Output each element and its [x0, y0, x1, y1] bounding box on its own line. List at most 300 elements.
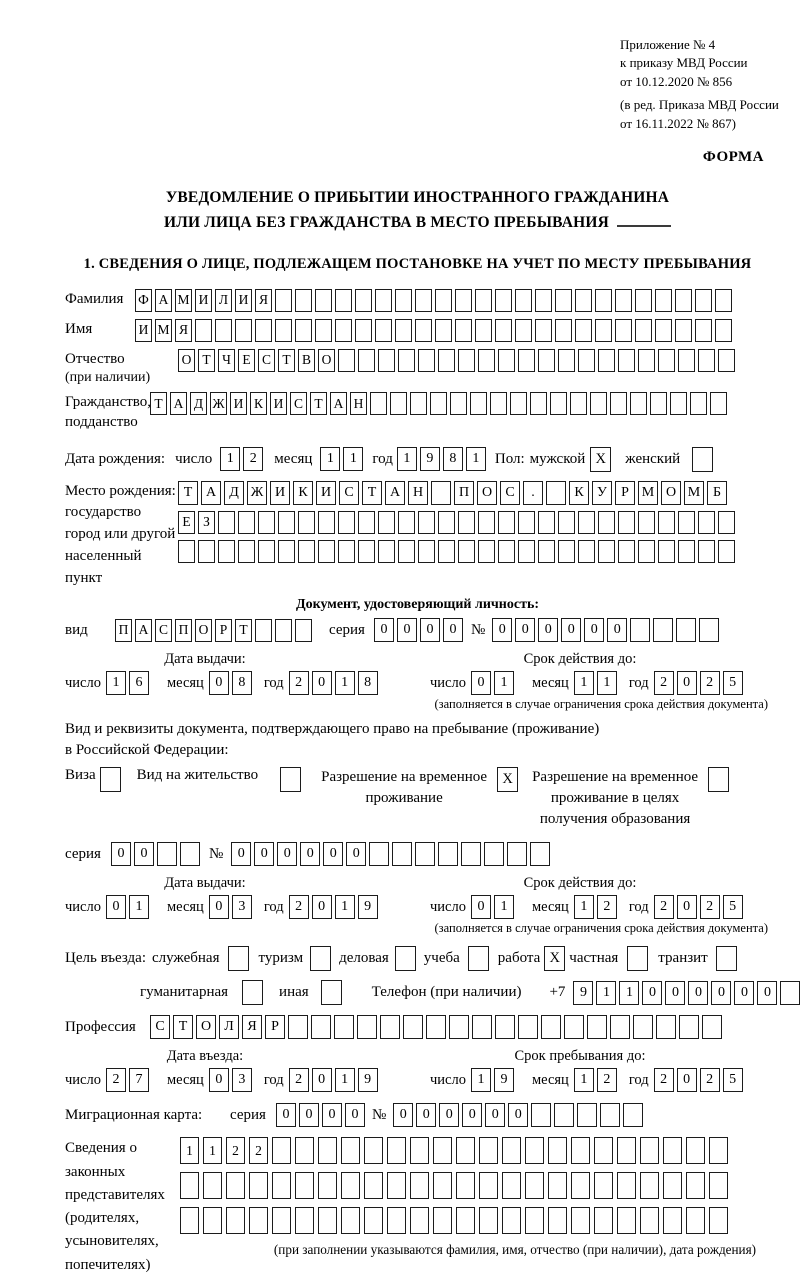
- char-cell[interactable]: [698, 511, 715, 534]
- char-cell[interactable]: [341, 1172, 360, 1199]
- char-cell[interactable]: [548, 1137, 567, 1164]
- char-cell[interactable]: 0: [420, 618, 440, 642]
- char-cell[interactable]: [364, 1172, 383, 1199]
- char-cell[interactable]: М: [638, 481, 658, 505]
- char-cell[interactable]: [498, 349, 515, 372]
- char-cell[interactable]: [518, 349, 535, 372]
- char-cell[interactable]: [415, 842, 435, 866]
- char-cell[interactable]: У: [592, 481, 612, 505]
- char-cell[interactable]: [630, 392, 647, 415]
- char-cell[interactable]: [535, 319, 552, 342]
- char-cell[interactable]: 5: [723, 671, 743, 695]
- char-cell[interactable]: [623, 1103, 643, 1127]
- temp-residence-education-checkbox[interactable]: [708, 767, 729, 792]
- char-cell[interactable]: А: [330, 392, 347, 415]
- char-cell[interactable]: [679, 1015, 699, 1039]
- char-cell[interactable]: А: [155, 289, 172, 312]
- char-cell[interactable]: [341, 1137, 360, 1164]
- char-cell[interactable]: [398, 349, 415, 372]
- char-cell[interactable]: [288, 1015, 308, 1039]
- char-cell[interactable]: [663, 1172, 682, 1199]
- char-cell[interactable]: [378, 540, 395, 563]
- char-cell[interactable]: 2: [289, 671, 309, 695]
- char-cell[interactable]: Т: [198, 349, 215, 372]
- char-cell[interactable]: [395, 289, 412, 312]
- char-cell[interactable]: [548, 1207, 567, 1234]
- char-cell[interactable]: [218, 540, 235, 563]
- char-cell[interactable]: [658, 511, 675, 534]
- char-cell[interactable]: [438, 540, 455, 563]
- char-cell[interactable]: [715, 289, 732, 312]
- char-cell[interactable]: 1: [335, 1068, 355, 1092]
- char-cell[interactable]: [640, 1207, 659, 1234]
- char-cell[interactable]: [195, 319, 212, 342]
- char-cell[interactable]: [479, 1207, 498, 1234]
- char-cell[interactable]: [338, 349, 355, 372]
- char-cell[interactable]: [640, 1137, 659, 1164]
- char-cell[interactable]: К: [250, 392, 267, 415]
- char-cell[interactable]: [433, 1137, 452, 1164]
- char-cell[interactable]: [364, 1207, 383, 1234]
- char-cell[interactable]: [635, 319, 652, 342]
- char-cell[interactable]: [435, 319, 452, 342]
- char-cell[interactable]: М: [155, 319, 172, 342]
- char-cell[interactable]: 0: [393, 1103, 413, 1127]
- char-cell[interactable]: [438, 842, 458, 866]
- char-cell[interactable]: 0: [538, 618, 558, 642]
- char-cell[interactable]: 1: [619, 981, 639, 1005]
- char-cell[interactable]: [558, 349, 575, 372]
- char-cell[interactable]: [456, 1137, 475, 1164]
- char-cell[interactable]: [295, 1172, 314, 1199]
- female-checkbox[interactable]: [692, 447, 713, 472]
- char-cell[interactable]: 2: [597, 1068, 617, 1092]
- char-cell[interactable]: [571, 1172, 590, 1199]
- char-cell[interactable]: [258, 511, 275, 534]
- char-cell[interactable]: [338, 511, 355, 534]
- char-cell[interactable]: [226, 1207, 245, 1234]
- char-cell[interactable]: [430, 392, 447, 415]
- char-cell[interactable]: [518, 1015, 538, 1039]
- char-cell[interactable]: [525, 1172, 544, 1199]
- char-cell[interactable]: [618, 349, 635, 372]
- char-cell[interactable]: 0: [345, 1103, 365, 1127]
- char-cell[interactable]: [438, 349, 455, 372]
- char-cell[interactable]: [180, 1172, 199, 1199]
- char-cell[interactable]: [617, 1137, 636, 1164]
- male-checkbox[interactable]: X: [590, 447, 611, 472]
- char-cell[interactable]: [478, 349, 495, 372]
- char-cell[interactable]: [295, 319, 312, 342]
- purpose-official-checkbox[interactable]: [228, 946, 249, 971]
- char-cell[interactable]: [670, 392, 687, 415]
- char-cell[interactable]: 0: [346, 842, 366, 866]
- char-cell[interactable]: [478, 511, 495, 534]
- char-cell[interactable]: 1: [343, 447, 363, 471]
- char-cell[interactable]: [515, 319, 532, 342]
- char-cell[interactable]: [610, 1015, 630, 1039]
- char-cell[interactable]: [203, 1207, 222, 1234]
- char-cell[interactable]: А: [135, 619, 152, 642]
- char-cell[interactable]: [375, 319, 392, 342]
- char-cell[interactable]: [675, 289, 692, 312]
- char-cell[interactable]: [479, 1172, 498, 1199]
- char-cell[interactable]: [564, 1015, 584, 1039]
- char-cell[interactable]: [578, 511, 595, 534]
- char-cell[interactable]: 0: [209, 895, 229, 919]
- char-cell[interactable]: [398, 511, 415, 534]
- char-cell[interactable]: [387, 1207, 406, 1234]
- char-cell[interactable]: [618, 540, 635, 563]
- char-cell[interactable]: [438, 511, 455, 534]
- char-cell[interactable]: [433, 1207, 452, 1234]
- char-cell[interactable]: 2: [249, 1137, 268, 1164]
- char-cell[interactable]: [531, 1103, 551, 1127]
- char-cell[interactable]: [663, 1207, 682, 1234]
- char-cell[interactable]: Е: [178, 511, 195, 534]
- char-cell[interactable]: [415, 289, 432, 312]
- char-cell[interactable]: К: [569, 481, 589, 505]
- char-cell[interactable]: [695, 289, 712, 312]
- char-cell[interactable]: 0: [471, 671, 491, 695]
- purpose-tourism-checkbox[interactable]: [310, 946, 331, 971]
- char-cell[interactable]: 2: [700, 671, 720, 695]
- char-cell[interactable]: [295, 289, 312, 312]
- char-cell[interactable]: 3: [232, 895, 252, 919]
- char-cell[interactable]: 1: [335, 671, 355, 695]
- char-cell[interactable]: З: [198, 511, 215, 534]
- char-cell[interactable]: [530, 842, 550, 866]
- char-cell[interactable]: С: [500, 481, 520, 505]
- char-cell[interactable]: [272, 1172, 291, 1199]
- char-cell[interactable]: [638, 349, 655, 372]
- purpose-business-checkbox[interactable]: [395, 946, 416, 971]
- char-cell[interactable]: 0: [322, 1103, 342, 1127]
- char-cell[interactable]: [675, 319, 692, 342]
- char-cell[interactable]: О: [661, 481, 681, 505]
- char-cell[interactable]: [538, 349, 555, 372]
- char-cell[interactable]: [571, 1207, 590, 1234]
- char-cell[interactable]: Ж: [210, 392, 227, 415]
- char-cell[interactable]: [455, 289, 472, 312]
- char-cell[interactable]: [278, 540, 295, 563]
- char-cell[interactable]: [278, 511, 295, 534]
- char-cell[interactable]: Ж: [247, 481, 267, 505]
- char-cell[interactable]: 0: [443, 618, 463, 642]
- char-cell[interactable]: [530, 392, 547, 415]
- char-cell[interactable]: [180, 1207, 199, 1234]
- char-cell[interactable]: [298, 540, 315, 563]
- char-cell[interactable]: С: [290, 392, 307, 415]
- char-cell[interactable]: 8: [443, 447, 463, 471]
- char-cell[interactable]: С: [339, 481, 359, 505]
- char-cell[interactable]: 0: [508, 1103, 528, 1127]
- char-cell[interactable]: [435, 289, 452, 312]
- char-cell[interactable]: [369, 842, 389, 866]
- char-cell[interactable]: 0: [299, 1103, 319, 1127]
- char-cell[interactable]: 2: [289, 895, 309, 919]
- char-cell[interactable]: [315, 319, 332, 342]
- char-cell[interactable]: [358, 511, 375, 534]
- char-cell[interactable]: [698, 349, 715, 372]
- char-cell[interactable]: О: [196, 1015, 216, 1039]
- char-cell[interactable]: Т: [278, 349, 295, 372]
- char-cell[interactable]: [594, 1172, 613, 1199]
- char-cell[interactable]: 1: [574, 895, 594, 919]
- char-cell[interactable]: [341, 1207, 360, 1234]
- char-cell[interactable]: 9: [420, 447, 440, 471]
- char-cell[interactable]: 0: [312, 671, 332, 695]
- purpose-work-checkbox[interactable]: X: [544, 946, 565, 971]
- char-cell[interactable]: 7: [129, 1068, 149, 1092]
- char-cell[interactable]: [655, 319, 672, 342]
- char-cell[interactable]: Н: [350, 392, 367, 415]
- char-cell[interactable]: [715, 319, 732, 342]
- char-cell[interactable]: [577, 1103, 597, 1127]
- char-cell[interactable]: 0: [607, 618, 627, 642]
- char-cell[interactable]: [238, 540, 255, 563]
- char-cell[interactable]: Д: [224, 481, 244, 505]
- char-cell[interactable]: [378, 349, 395, 372]
- char-cell[interactable]: 0: [757, 981, 777, 1005]
- char-cell[interactable]: 0: [665, 981, 685, 1005]
- char-cell[interactable]: [695, 319, 712, 342]
- char-cell[interactable]: 0: [276, 1103, 296, 1127]
- char-cell[interactable]: [418, 540, 435, 563]
- char-cell[interactable]: [555, 289, 572, 312]
- char-cell[interactable]: [475, 319, 492, 342]
- char-cell[interactable]: [598, 511, 615, 534]
- char-cell[interactable]: 0: [485, 1103, 505, 1127]
- temp-residence-checkbox[interactable]: X: [497, 767, 518, 792]
- char-cell[interactable]: 0: [642, 981, 662, 1005]
- char-cell[interactable]: [678, 511, 695, 534]
- char-cell[interactable]: 0: [416, 1103, 436, 1127]
- char-cell[interactable]: 8: [232, 671, 252, 695]
- char-cell[interactable]: [618, 511, 635, 534]
- char-cell[interactable]: [484, 842, 504, 866]
- char-cell[interactable]: 0: [111, 842, 131, 866]
- char-cell[interactable]: [295, 1137, 314, 1164]
- char-cell[interactable]: 1: [180, 1137, 199, 1164]
- char-cell[interactable]: И: [270, 481, 290, 505]
- char-cell[interactable]: [702, 1015, 722, 1039]
- char-cell[interactable]: 1: [471, 1068, 491, 1092]
- char-cell[interactable]: [470, 392, 487, 415]
- char-cell[interactable]: [157, 842, 177, 866]
- char-cell[interactable]: П: [115, 619, 132, 642]
- char-cell[interactable]: П: [175, 619, 192, 642]
- char-cell[interactable]: [238, 511, 255, 534]
- visa-checkbox[interactable]: [100, 767, 121, 792]
- char-cell[interactable]: 0: [231, 842, 251, 866]
- char-cell[interactable]: О: [178, 349, 195, 372]
- char-cell[interactable]: 2: [700, 1068, 720, 1092]
- char-cell[interactable]: [515, 289, 532, 312]
- char-cell[interactable]: [275, 619, 292, 642]
- char-cell[interactable]: [571, 1137, 590, 1164]
- char-cell[interactable]: 3: [232, 1068, 252, 1092]
- char-cell[interactable]: [498, 540, 515, 563]
- char-cell[interactable]: 0: [209, 1068, 229, 1092]
- char-cell[interactable]: [249, 1172, 268, 1199]
- char-cell[interactable]: Т: [310, 392, 327, 415]
- char-cell[interactable]: Я: [175, 319, 192, 342]
- char-cell[interactable]: [630, 618, 650, 642]
- char-cell[interactable]: [226, 1172, 245, 1199]
- char-cell[interactable]: [495, 1015, 515, 1039]
- char-cell[interactable]: 1: [597, 671, 617, 695]
- char-cell[interactable]: [578, 540, 595, 563]
- char-cell[interactable]: [633, 1015, 653, 1039]
- char-cell[interactable]: [699, 618, 719, 642]
- char-cell[interactable]: [525, 1137, 544, 1164]
- char-cell[interactable]: [709, 1137, 728, 1164]
- char-cell[interactable]: [315, 289, 332, 312]
- char-cell[interactable]: [275, 289, 292, 312]
- char-cell[interactable]: [449, 1015, 469, 1039]
- char-cell[interactable]: Я: [242, 1015, 262, 1039]
- char-cell[interactable]: 0: [734, 981, 754, 1005]
- char-cell[interactable]: [338, 540, 355, 563]
- char-cell[interactable]: [615, 319, 632, 342]
- char-cell[interactable]: Д: [190, 392, 207, 415]
- char-cell[interactable]: И: [135, 319, 152, 342]
- char-cell[interactable]: [656, 1015, 676, 1039]
- char-cell[interactable]: [650, 392, 667, 415]
- char-cell[interactable]: 1: [220, 447, 240, 471]
- char-cell[interactable]: 0: [300, 842, 320, 866]
- char-cell[interactable]: [426, 1015, 446, 1039]
- char-cell[interactable]: [311, 1015, 331, 1039]
- char-cell[interactable]: [387, 1137, 406, 1164]
- char-cell[interactable]: 1: [574, 671, 594, 695]
- char-cell[interactable]: [658, 540, 675, 563]
- char-cell[interactable]: 1: [494, 895, 514, 919]
- char-cell[interactable]: О: [195, 619, 212, 642]
- char-cell[interactable]: 1: [106, 671, 126, 695]
- char-cell[interactable]: С: [150, 1015, 170, 1039]
- char-cell[interactable]: Б: [707, 481, 727, 505]
- char-cell[interactable]: [403, 1015, 423, 1039]
- char-cell[interactable]: 2: [654, 671, 674, 695]
- char-cell[interactable]: 1: [494, 671, 514, 695]
- char-cell[interactable]: [600, 1103, 620, 1127]
- char-cell[interactable]: Т: [150, 392, 167, 415]
- char-cell[interactable]: [780, 981, 800, 1005]
- char-cell[interactable]: Р: [215, 619, 232, 642]
- char-cell[interactable]: [663, 1137, 682, 1164]
- char-cell[interactable]: [472, 1015, 492, 1039]
- char-cell[interactable]: 2: [654, 1068, 674, 1092]
- char-cell[interactable]: Т: [173, 1015, 193, 1039]
- char-cell[interactable]: [258, 540, 275, 563]
- char-cell[interactable]: 5: [723, 895, 743, 919]
- char-cell[interactable]: О: [477, 481, 497, 505]
- char-cell[interactable]: [298, 511, 315, 534]
- char-cell[interactable]: 1: [596, 981, 616, 1005]
- char-cell[interactable]: 1: [203, 1137, 222, 1164]
- char-cell[interactable]: О: [318, 349, 335, 372]
- char-cell[interactable]: Л: [219, 1015, 239, 1039]
- char-cell[interactable]: [458, 511, 475, 534]
- char-cell[interactable]: [450, 392, 467, 415]
- char-cell[interactable]: 0: [277, 842, 297, 866]
- purpose-study-checkbox[interactable]: [468, 946, 489, 971]
- char-cell[interactable]: [255, 319, 272, 342]
- char-cell[interactable]: [595, 289, 612, 312]
- char-cell[interactable]: 0: [312, 1068, 332, 1092]
- char-cell[interactable]: 0: [584, 618, 604, 642]
- char-cell[interactable]: [433, 1172, 452, 1199]
- char-cell[interactable]: [390, 392, 407, 415]
- char-cell[interactable]: [318, 540, 335, 563]
- char-cell[interactable]: [334, 1015, 354, 1039]
- char-cell[interactable]: 0: [492, 618, 512, 642]
- char-cell[interactable]: [709, 1172, 728, 1199]
- char-cell[interactable]: [558, 511, 575, 534]
- char-cell[interactable]: [358, 540, 375, 563]
- char-cell[interactable]: 0: [561, 618, 581, 642]
- char-cell[interactable]: [635, 289, 652, 312]
- char-cell[interactable]: [594, 1137, 613, 1164]
- char-cell[interactable]: 0: [515, 618, 535, 642]
- purpose-transit-checkbox[interactable]: [716, 946, 737, 971]
- char-cell[interactable]: [180, 842, 200, 866]
- char-cell[interactable]: М: [684, 481, 704, 505]
- char-cell[interactable]: [502, 1172, 521, 1199]
- char-cell[interactable]: И: [230, 392, 247, 415]
- char-cell[interactable]: [478, 540, 495, 563]
- char-cell[interactable]: 1: [397, 447, 417, 471]
- char-cell[interactable]: [178, 540, 195, 563]
- char-cell[interactable]: 0: [312, 895, 332, 919]
- char-cell[interactable]: [198, 540, 215, 563]
- char-cell[interactable]: Я: [255, 289, 272, 312]
- char-cell[interactable]: [335, 289, 352, 312]
- char-cell[interactable]: [718, 349, 735, 372]
- char-cell[interactable]: [541, 1015, 561, 1039]
- char-cell[interactable]: И: [316, 481, 336, 505]
- char-cell[interactable]: [653, 618, 673, 642]
- char-cell[interactable]: [410, 1172, 429, 1199]
- char-cell[interactable]: [558, 540, 575, 563]
- char-cell[interactable]: [418, 511, 435, 534]
- char-cell[interactable]: [495, 319, 512, 342]
- char-cell[interactable]: 0: [397, 618, 417, 642]
- char-cell[interactable]: [255, 619, 272, 642]
- char-cell[interactable]: 0: [688, 981, 708, 1005]
- char-cell[interactable]: 2: [700, 895, 720, 919]
- char-cell[interactable]: [510, 392, 527, 415]
- char-cell[interactable]: 0: [462, 1103, 482, 1127]
- char-cell[interactable]: П: [454, 481, 474, 505]
- char-cell[interactable]: [598, 540, 615, 563]
- char-cell[interactable]: С: [258, 349, 275, 372]
- char-cell[interactable]: [598, 349, 615, 372]
- char-cell[interactable]: [215, 319, 232, 342]
- purpose-other-checkbox[interactable]: [321, 980, 342, 1005]
- char-cell[interactable]: [203, 1172, 222, 1199]
- char-cell[interactable]: [495, 289, 512, 312]
- char-cell[interactable]: [686, 1207, 705, 1234]
- char-cell[interactable]: [538, 511, 555, 534]
- char-cell[interactable]: [594, 1207, 613, 1234]
- char-cell[interactable]: [546, 481, 566, 505]
- char-cell[interactable]: Р: [615, 481, 635, 505]
- char-cell[interactable]: 0: [677, 671, 697, 695]
- char-cell[interactable]: И: [270, 392, 287, 415]
